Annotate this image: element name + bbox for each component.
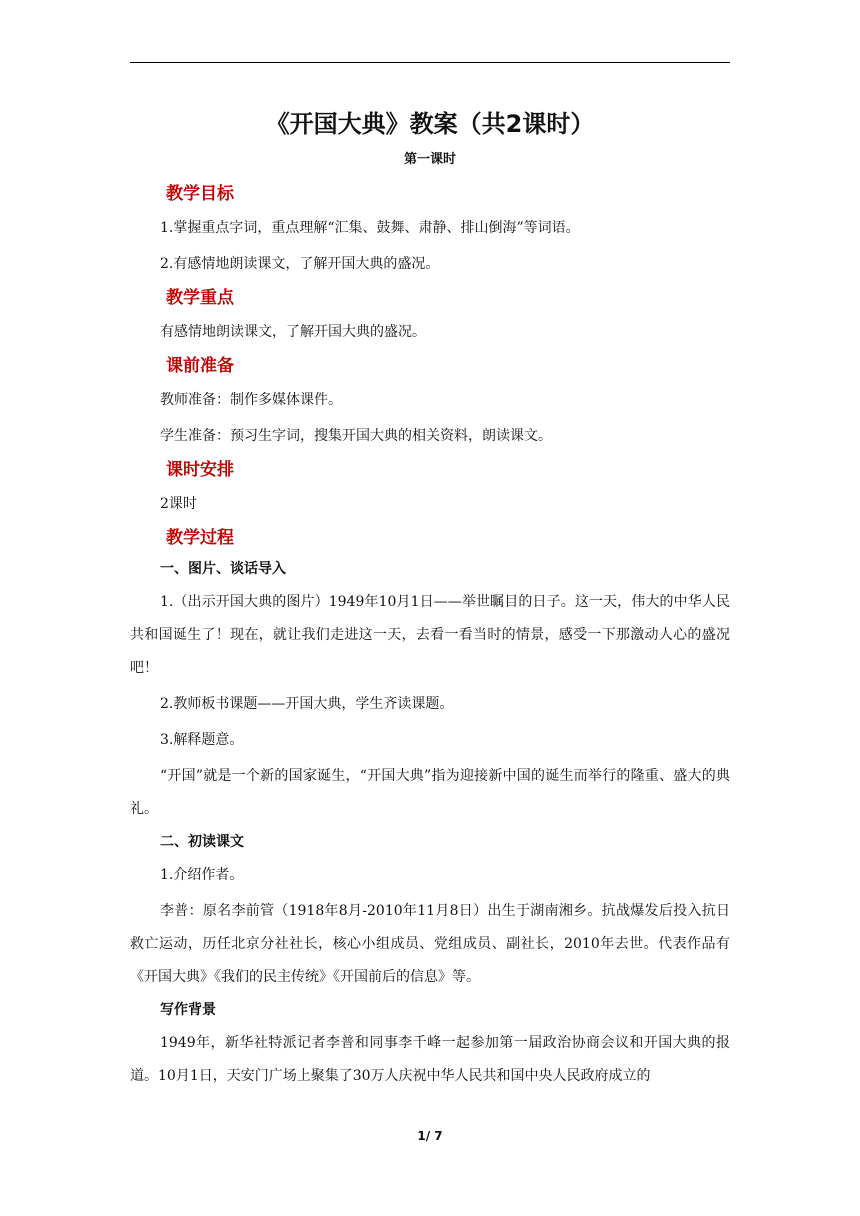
paragraph: 1.介绍作者。	[160, 867, 244, 883]
section-heading-schedule: 课时安排	[166, 460, 234, 480]
paragraph: “开国”就是一个新的国家诞生，“开国大典”指为迎接新中国的诞生而举行的隆重、盛大的典礼。	[130, 768, 730, 817]
lesson-subtitle: 第一课时	[403, 152, 456, 167]
section-heading-objectives: 教学目标	[166, 184, 234, 204]
paragraph: 教师准备：制作多媒体课件。	[160, 392, 342, 408]
paragraph: 1949年，新华社特派记者李普和同事李千峰一起参加第一届政治协商会议和开国大典的报道。10月1日，天安门广场上聚集了30万人庆祝中华人民共和国中央人民政府成立的	[130, 1035, 730, 1084]
paragraph: 有感情地朗读课文，了解开国大典的盛况。	[160, 324, 426, 340]
subheading-intro: 一、图片、谈话导入	[160, 561, 286, 577]
paragraph: 3.解释题意。	[160, 732, 244, 748]
section-heading-key-points: 教学重点	[166, 288, 234, 308]
paragraph: 2.教师板书课题——开国大典，学生齐读课题。	[160, 696, 454, 712]
header-rule	[130, 62, 730, 63]
paragraph: 2课时	[160, 496, 197, 512]
section-heading-process: 教学过程	[166, 528, 234, 548]
paragraph: 李普：原名李前管（1918年8月-2010年11月8日）出生于湖南湘乡。抗战爆发后投入抗日救亡运动，历任北京分社社长，核心小组成员、党组成员、副社长，2010年去世。代表作品有《开国大典》《我们的民主传统》《开国前后的信息》等。	[130, 903, 730, 985]
section-heading-preparation: 课前准备	[166, 356, 234, 376]
document-body	[130, 106, 730, 1096]
page-number: 1/ 7	[417, 1129, 443, 1143]
document-title: 《开国大典》教案（共2课时）	[265, 110, 595, 138]
subheading-background: 写作背景	[160, 1002, 216, 1018]
paragraph: 1.掌握重点字词，重点理解“汇集、鼓舞、肃静、排山倒海”等词语。	[160, 220, 580, 236]
paragraph: 1.（出示开国大典的图片）1949年10月1日——举世瞩目的日子。这一天，伟大的中华人民共和国诞生了！现在，就让我们走进这一天，去看一看当时的情景，感受一下那激动人心的盛况吧！	[130, 594, 730, 676]
paragraph: 学生准备：预习生字词，搜集开国大典的相关资料，朗读课文。	[160, 428, 552, 444]
subheading-first-reading: 二、初读课文	[160, 834, 244, 850]
paragraph: 2.有感情地朗读课文，了解开国大典的盛况。	[160, 256, 440, 272]
